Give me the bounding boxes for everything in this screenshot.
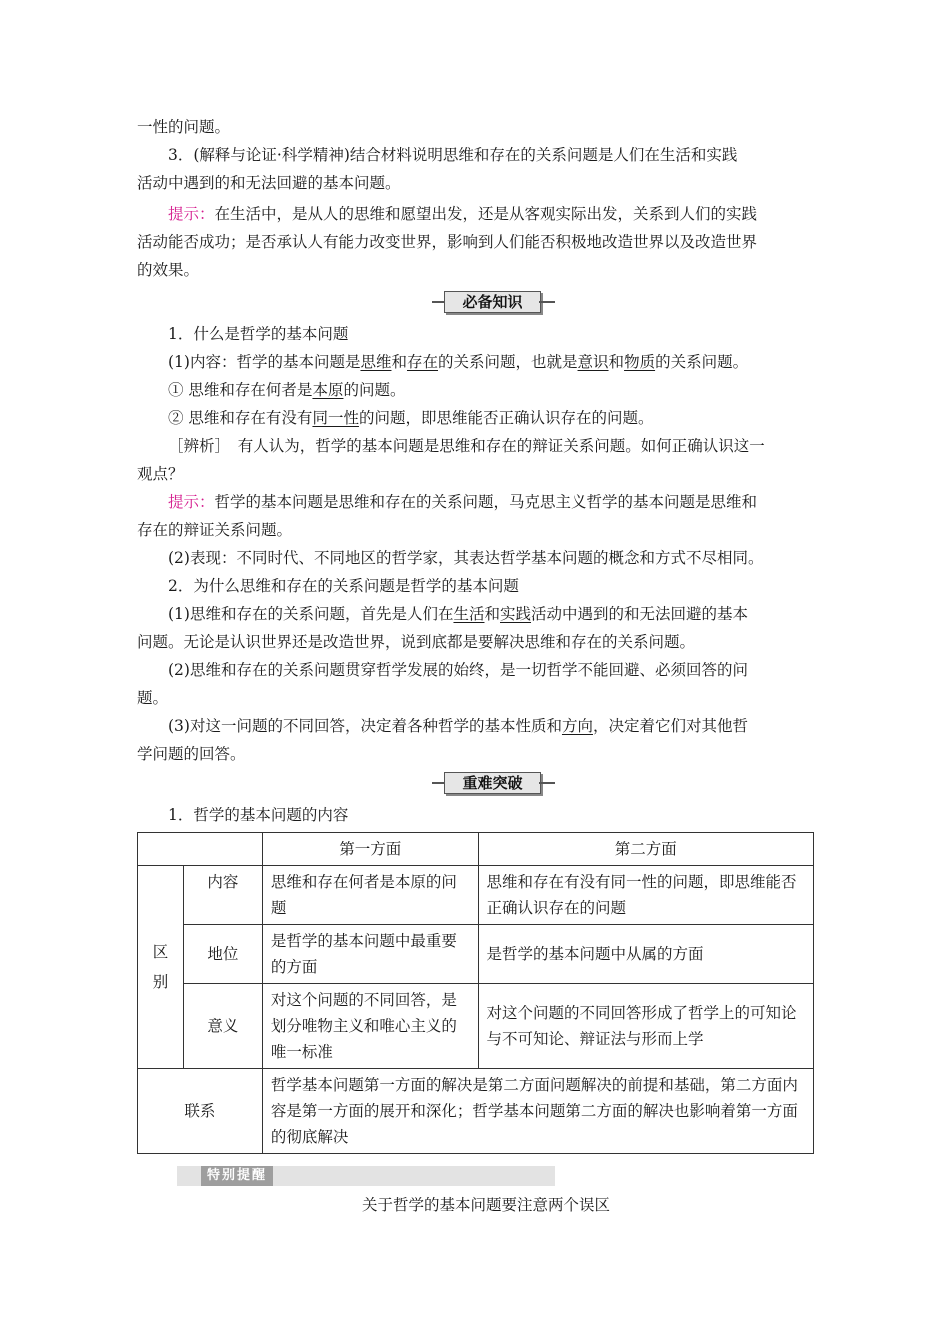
paragraph-line: 的效果。 <box>137 261 200 279</box>
table-row <box>138 984 814 1069</box>
paragraph-line: (2)表现：不同时代、不同地区的哲学家，其表达哲学基本问题的概念和方式不尽相同。 <box>168 549 764 567</box>
table-row <box>138 925 814 984</box>
table-row <box>138 866 814 925</box>
table-cell: 对这个问题的不同回答，是划分唯物主义和唯心主义的唯一标准 <box>262 984 478 1069</box>
paragraph-line: (2)思维和存在的关系问题贯穿哲学发展的始终，是一切哲学不能回避、必须回答的问 <box>168 661 748 679</box>
section-banner-breakthrough: 重难突破 <box>432 772 557 794</box>
table-cell: 是哲学的基本问题中从属的方面 <box>478 925 813 984</box>
row-label: 内容 <box>183 866 262 925</box>
paragraph-line: (3)对这一问题的不同回答，决定着各种哲学的基本性质和方向，决定着它们对其他哲 <box>168 717 748 735</box>
paragraph-line: (1)内容：哲学的基本问题是思维和存在的关系问题，也就是意识和物质的关系问题。 <box>168 353 749 371</box>
paragraph-line: ② 思维和存在有没有同一性的问题，即思维能否正确认识存在的问题。 <box>168 409 654 427</box>
row-label: 地位 <box>183 925 262 984</box>
table-caption: 1．哲学的基本问题的内容 <box>168 806 349 824</box>
table-cell: 对这个问题的不同回答形成了哲学上的可知论与不可知论、辩证法与形而上学 <box>478 984 813 1069</box>
reminder-heading: 关于哲学的基本问题要注意两个误区 <box>362 1196 611 1214</box>
paragraph-line: 题。 <box>137 689 169 707</box>
table-cell: 是哲学的基本问题中最重要的方面 <box>262 925 478 984</box>
table-cell: 哲学基本问题第一方面的解决是第二方面问题解决的前提和基础，第二方面内容是第一方面的展开和深化；哲学基本问题第二方面的解决也影响着第一方面的彻底解决 <box>262 1069 813 1154</box>
hint-label: 提示： <box>168 493 215 511</box>
paragraph-line: 活动中遇到的和无法回避的基本问题。 <box>137 174 401 192</box>
paragraph-line: 一性的问题。 <box>137 118 231 136</box>
section-banner-knowledge: 必备知识 <box>432 291 557 313</box>
paragraph-line: 存在的辩证关系问题。 <box>137 521 293 539</box>
paragraph-line: 问题。无论是认识世界还是改造世界，说到底都是要解决思维和存在的关系问题。 <box>137 633 696 651</box>
table-header-cell: 第二方面 <box>478 833 813 866</box>
paragraph-line: 活动能否成功；是否承认人有能力改变世界，影响到人们能否积极地改造世界以及改造世界 <box>137 233 758 251</box>
question-3: 3．(解释与论证·科学精神)结合材料说明思维和存在的关系问题是人们在生活和实践 <box>168 146 738 164</box>
row-group-label: 区 别 <box>138 866 184 1069</box>
subheading: 1．什么是哲学的基本问题 <box>168 325 349 343</box>
analysis-question: ［辨析］ 有人认为，哲学的基本问题是思维和存在的辩证关系问题。如何正确认识这一 <box>168 437 765 455</box>
subheading: 2．为什么思维和存在的关系问题是哲学的基本问题 <box>168 577 519 595</box>
comparison-table <box>137 832 814 1154</box>
row-label: 联系 <box>138 1069 263 1154</box>
paragraph-line: 观点？ <box>137 465 184 483</box>
hint-paragraph: 提示：哲学的基本问题是思维和存在的关系问题，马克思主义哲学的基本问题是思维和 <box>168 493 758 511</box>
paragraph-line: ① 思维和存在何者是本原的问题。 <box>168 381 406 399</box>
paragraph-line: (1)思维和存在的关系问题，首先是人们在生活和实践活动中遇到的和无法回避的基本 <box>168 605 749 623</box>
hint-label: 提示： <box>168 205 215 223</box>
table-cell: 思维和存在何者是本原的问题 <box>262 866 478 925</box>
special-reminder-bar <box>177 1166 555 1186</box>
table-cell: 思维和存在有没有同一性的问题，即思维能否正确认识存在的问题 <box>478 866 813 925</box>
table-row <box>138 1069 814 1154</box>
special-reminder-tag: 特别提醒 <box>201 1166 273 1186</box>
paragraph-line: 学问题的回答。 <box>137 745 246 763</box>
table-header-cell: 第一方面 <box>262 833 478 866</box>
row-label: 意义 <box>183 984 262 1069</box>
table-header-row <box>138 833 814 866</box>
hint-paragraph: 提示：在生活中，是从人的思维和愿望出发，还是从客观实际出发，关系到人们的实践 <box>168 205 758 223</box>
